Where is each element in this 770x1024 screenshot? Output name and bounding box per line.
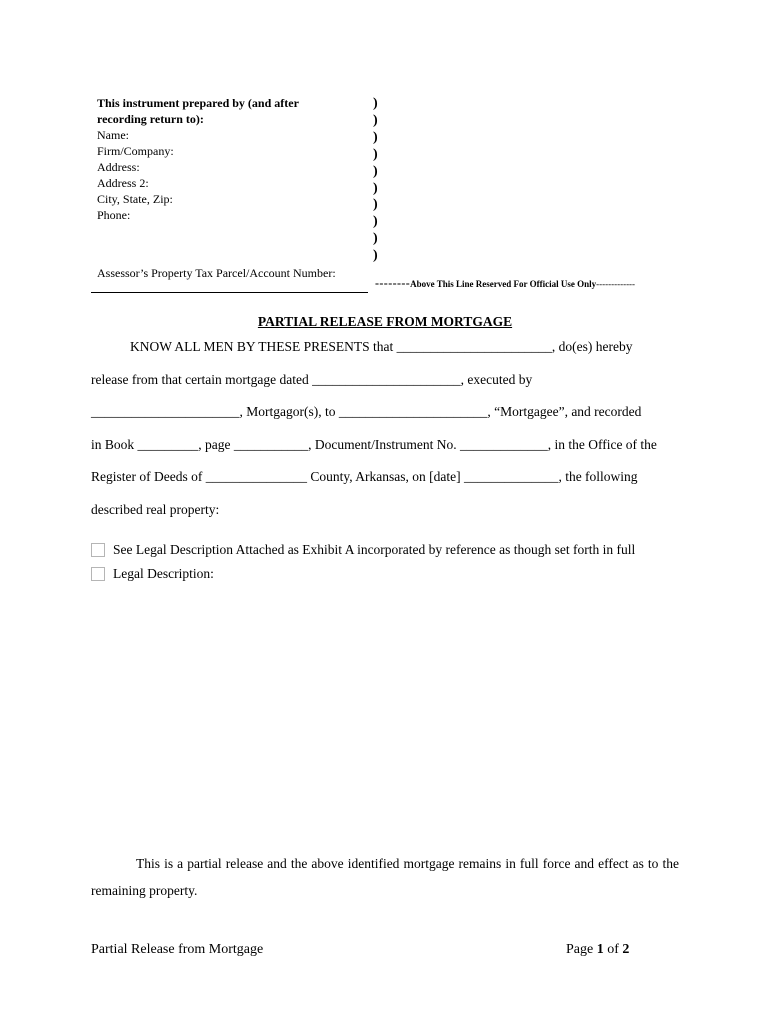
prepared-by-heading-line2: recording return to): xyxy=(97,112,204,126)
body-line-6: described real property: xyxy=(91,502,220,517)
exhibit-a-label: See Legal Description Attached as Exhibit A incorporated by reference as though set forth in full xyxy=(113,542,636,557)
address2-label: Address 2: xyxy=(97,176,149,190)
assessor-parcel-label: Assessor’s Property Tax Parcel/Account Number: xyxy=(97,266,336,280)
body-line-3: ______________________, Mortgagor(s), to ______________________, “Mortgagee”, and recorded xyxy=(91,404,642,419)
exhibit-a-option[interactable] xyxy=(91,542,635,558)
bracket: ) xyxy=(373,248,378,264)
body-line-5: Register of Deeds of _______________ County, Arkansas, on [date] ______________, the following xyxy=(91,469,638,484)
legal-description-checkbox[interactable] xyxy=(91,567,105,581)
bracket: ) xyxy=(373,163,378,179)
firm-company-label: Firm/Company: xyxy=(97,144,174,158)
body-line-2: release from that certain mortgage dated ______________________, executed by xyxy=(91,372,533,387)
bracket: ) xyxy=(373,214,378,230)
body-line-4: in Book _________, page ___________, Document/Instrument No. _____________, in the Office of the xyxy=(91,437,657,452)
bracket: ) xyxy=(373,180,378,196)
footer-document-name: Partial Release from Mortgage xyxy=(91,942,264,957)
bracket: ) xyxy=(373,197,378,213)
prepared-by-block xyxy=(97,95,299,223)
address-label: Address: xyxy=(97,160,140,174)
document-title: PARTIAL RELEASE FROM MORTGAGE xyxy=(257,314,513,329)
footer-page-number xyxy=(566,942,629,958)
page-of: of xyxy=(603,942,623,957)
page-current: 1 xyxy=(596,942,604,957)
official-use-dashes: -------- xyxy=(375,276,411,290)
closing-paragraph xyxy=(91,850,679,904)
page-prefix: Page xyxy=(566,942,597,957)
bracket: ) xyxy=(373,146,378,162)
prepared-by-heading-line1: This instrument prepared by (and after xyxy=(97,96,299,110)
bracket: ) xyxy=(373,96,378,111)
official-use-text: Above This Line Reserved For Official Use Only xyxy=(410,279,597,289)
page-total: 2 xyxy=(622,942,630,957)
official-use-tail: ------------- xyxy=(596,279,636,289)
legal-description-option[interactable] xyxy=(91,566,214,582)
name-label: Name: xyxy=(97,128,129,142)
city-state-zip-label: City, State, Zip: xyxy=(97,192,173,206)
exhibit-a-checkbox[interactable] xyxy=(91,543,105,557)
bracket: ) xyxy=(373,129,378,145)
phone-label: Phone: xyxy=(97,208,131,222)
bracket: ) xyxy=(373,231,378,247)
official-use-line xyxy=(375,276,635,291)
header-divider xyxy=(91,292,368,293)
closing-text: This is a partial release and the above identified mortgage remains in full force and effect as to the remaining property. xyxy=(91,856,679,898)
legal-description-label: Legal Description: xyxy=(113,566,214,581)
body-line-1: KNOW ALL MEN BY THESE PRESENTS that _______________________, do(es) hereby xyxy=(130,339,633,354)
bracket-column xyxy=(373,96,378,265)
bracket: ) xyxy=(373,112,378,128)
